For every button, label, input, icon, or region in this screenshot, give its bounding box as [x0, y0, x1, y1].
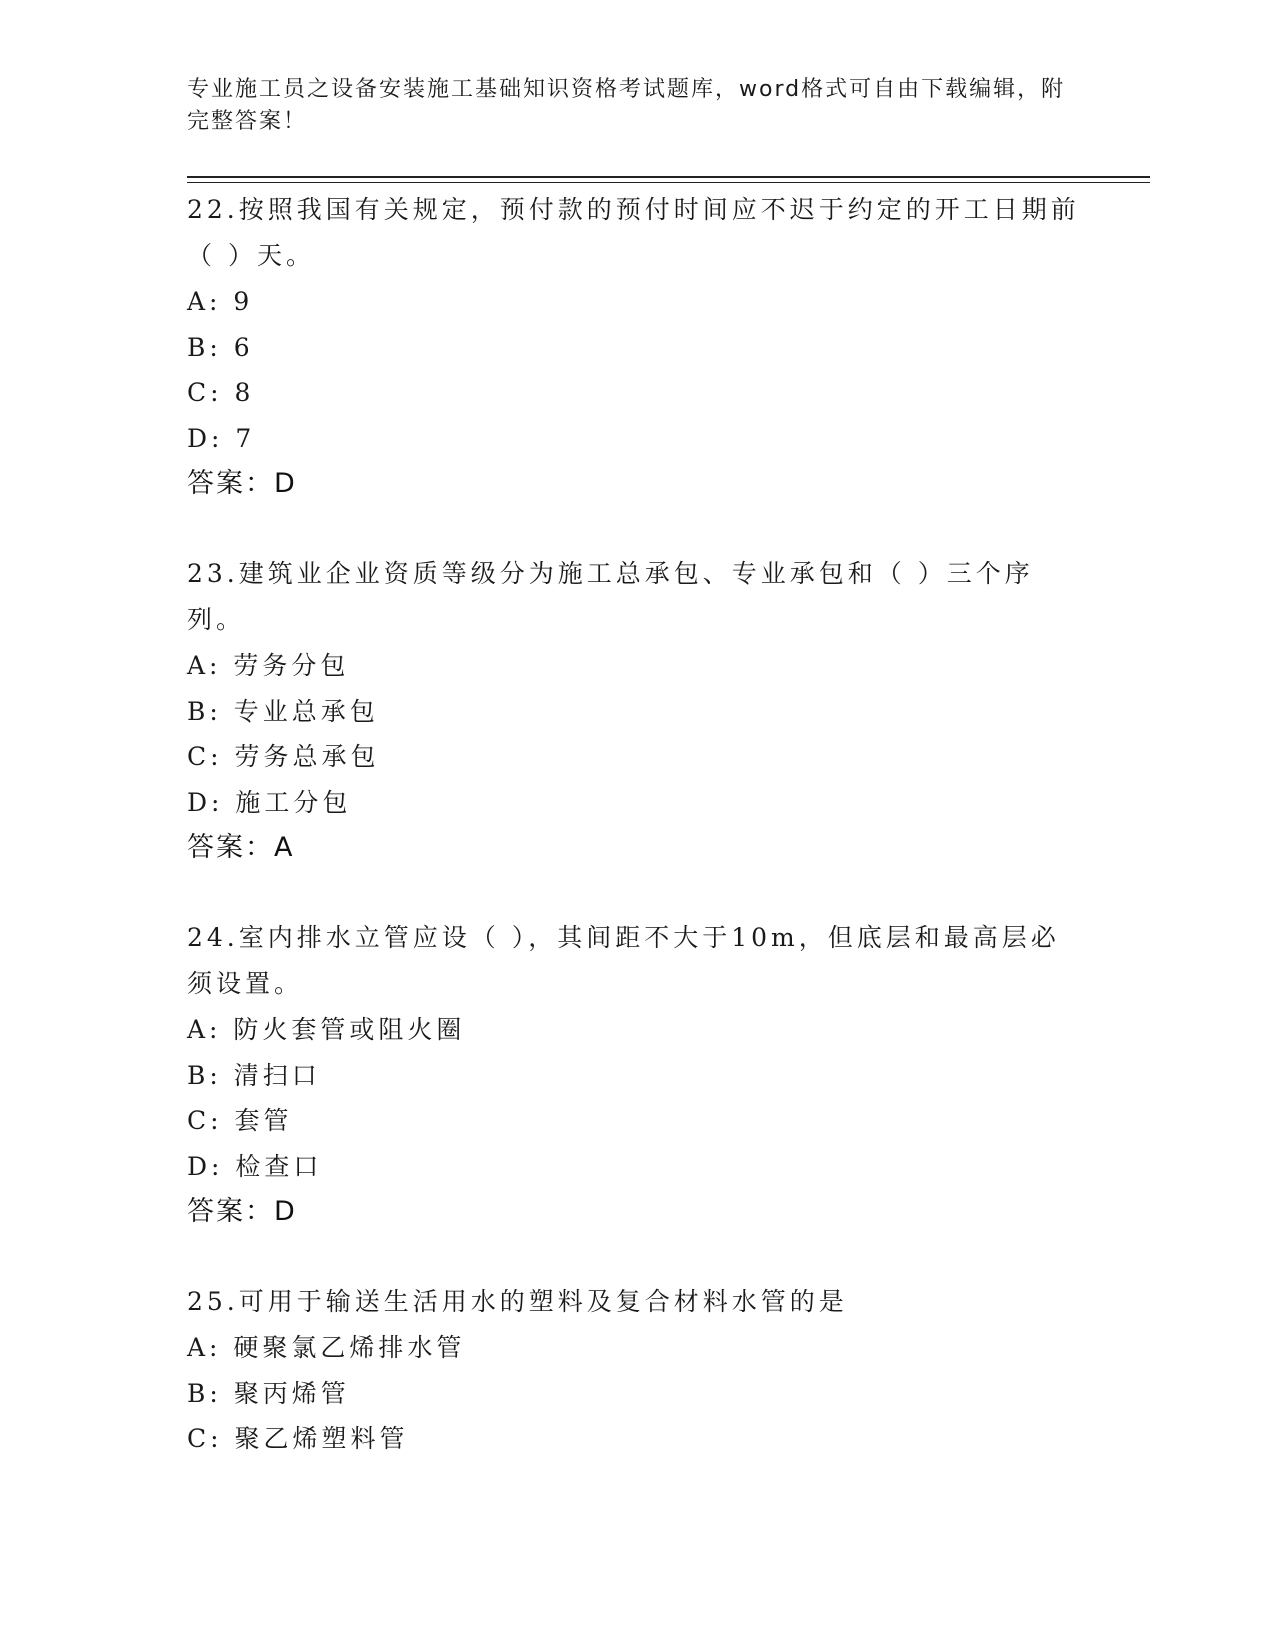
option-a: A: 防火套管或阻火圈	[187, 1015, 466, 1044]
option-a: A: 9	[187, 287, 254, 316]
option-b: B: 清扫口	[187, 1060, 321, 1090]
question-stem: 24.室内排水立管应设（ ），其间距不大于10m，但底层和最高层必须设置。	[187, 923, 1060, 998]
answer-line: 答案：D	[187, 468, 297, 499]
option-c: C: 聚乙烯塑料管	[187, 1424, 409, 1453]
question-stem: 25.可用于输送生活用水的塑料及复合材料水管的是	[187, 1287, 848, 1316]
option-b: B: 聚丙烯管	[187, 1378, 350, 1408]
option-a: A: 硬聚氯乙烯排水管	[187, 1333, 466, 1362]
option-c: C: 套管	[187, 1106, 293, 1135]
answer-line: 答案：A	[187, 832, 295, 863]
question-22	[187, 187, 1087, 507]
question-stem: 22.按照我国有关规定，预付款的预付时间应不迟于约定的开工日期前（ ）天。	[187, 195, 1080, 270]
option-d: D: 7	[187, 423, 256, 453]
question-23	[187, 551, 1087, 871]
option-b: B: 6	[187, 332, 254, 362]
header-divider-bottom	[187, 182, 1150, 183]
header-divider-top	[187, 176, 1150, 178]
option-a: A: 劳务分包	[187, 651, 350, 680]
question-24	[187, 915, 1087, 1235]
option-d: D: 检查口	[187, 1151, 323, 1181]
option-c: C: 8	[187, 378, 255, 407]
question-stem: 23.建筑业企业资质等级分为施工总承包、专业承包和（ ）三个序列。	[187, 559, 1034, 634]
document-header: 专业施工员之设备安装施工基础知识资格考试题库，word格式可自由下载编辑，附完整答案！	[187, 77, 1066, 134]
option-d: D: 施工分包	[187, 787, 352, 817]
option-b: B: 专业总承包	[187, 696, 379, 726]
answer-line: 答案：D	[187, 1196, 297, 1227]
option-c: C: 劳务总承包	[187, 742, 380, 771]
question-25	[187, 1279, 1087, 1462]
